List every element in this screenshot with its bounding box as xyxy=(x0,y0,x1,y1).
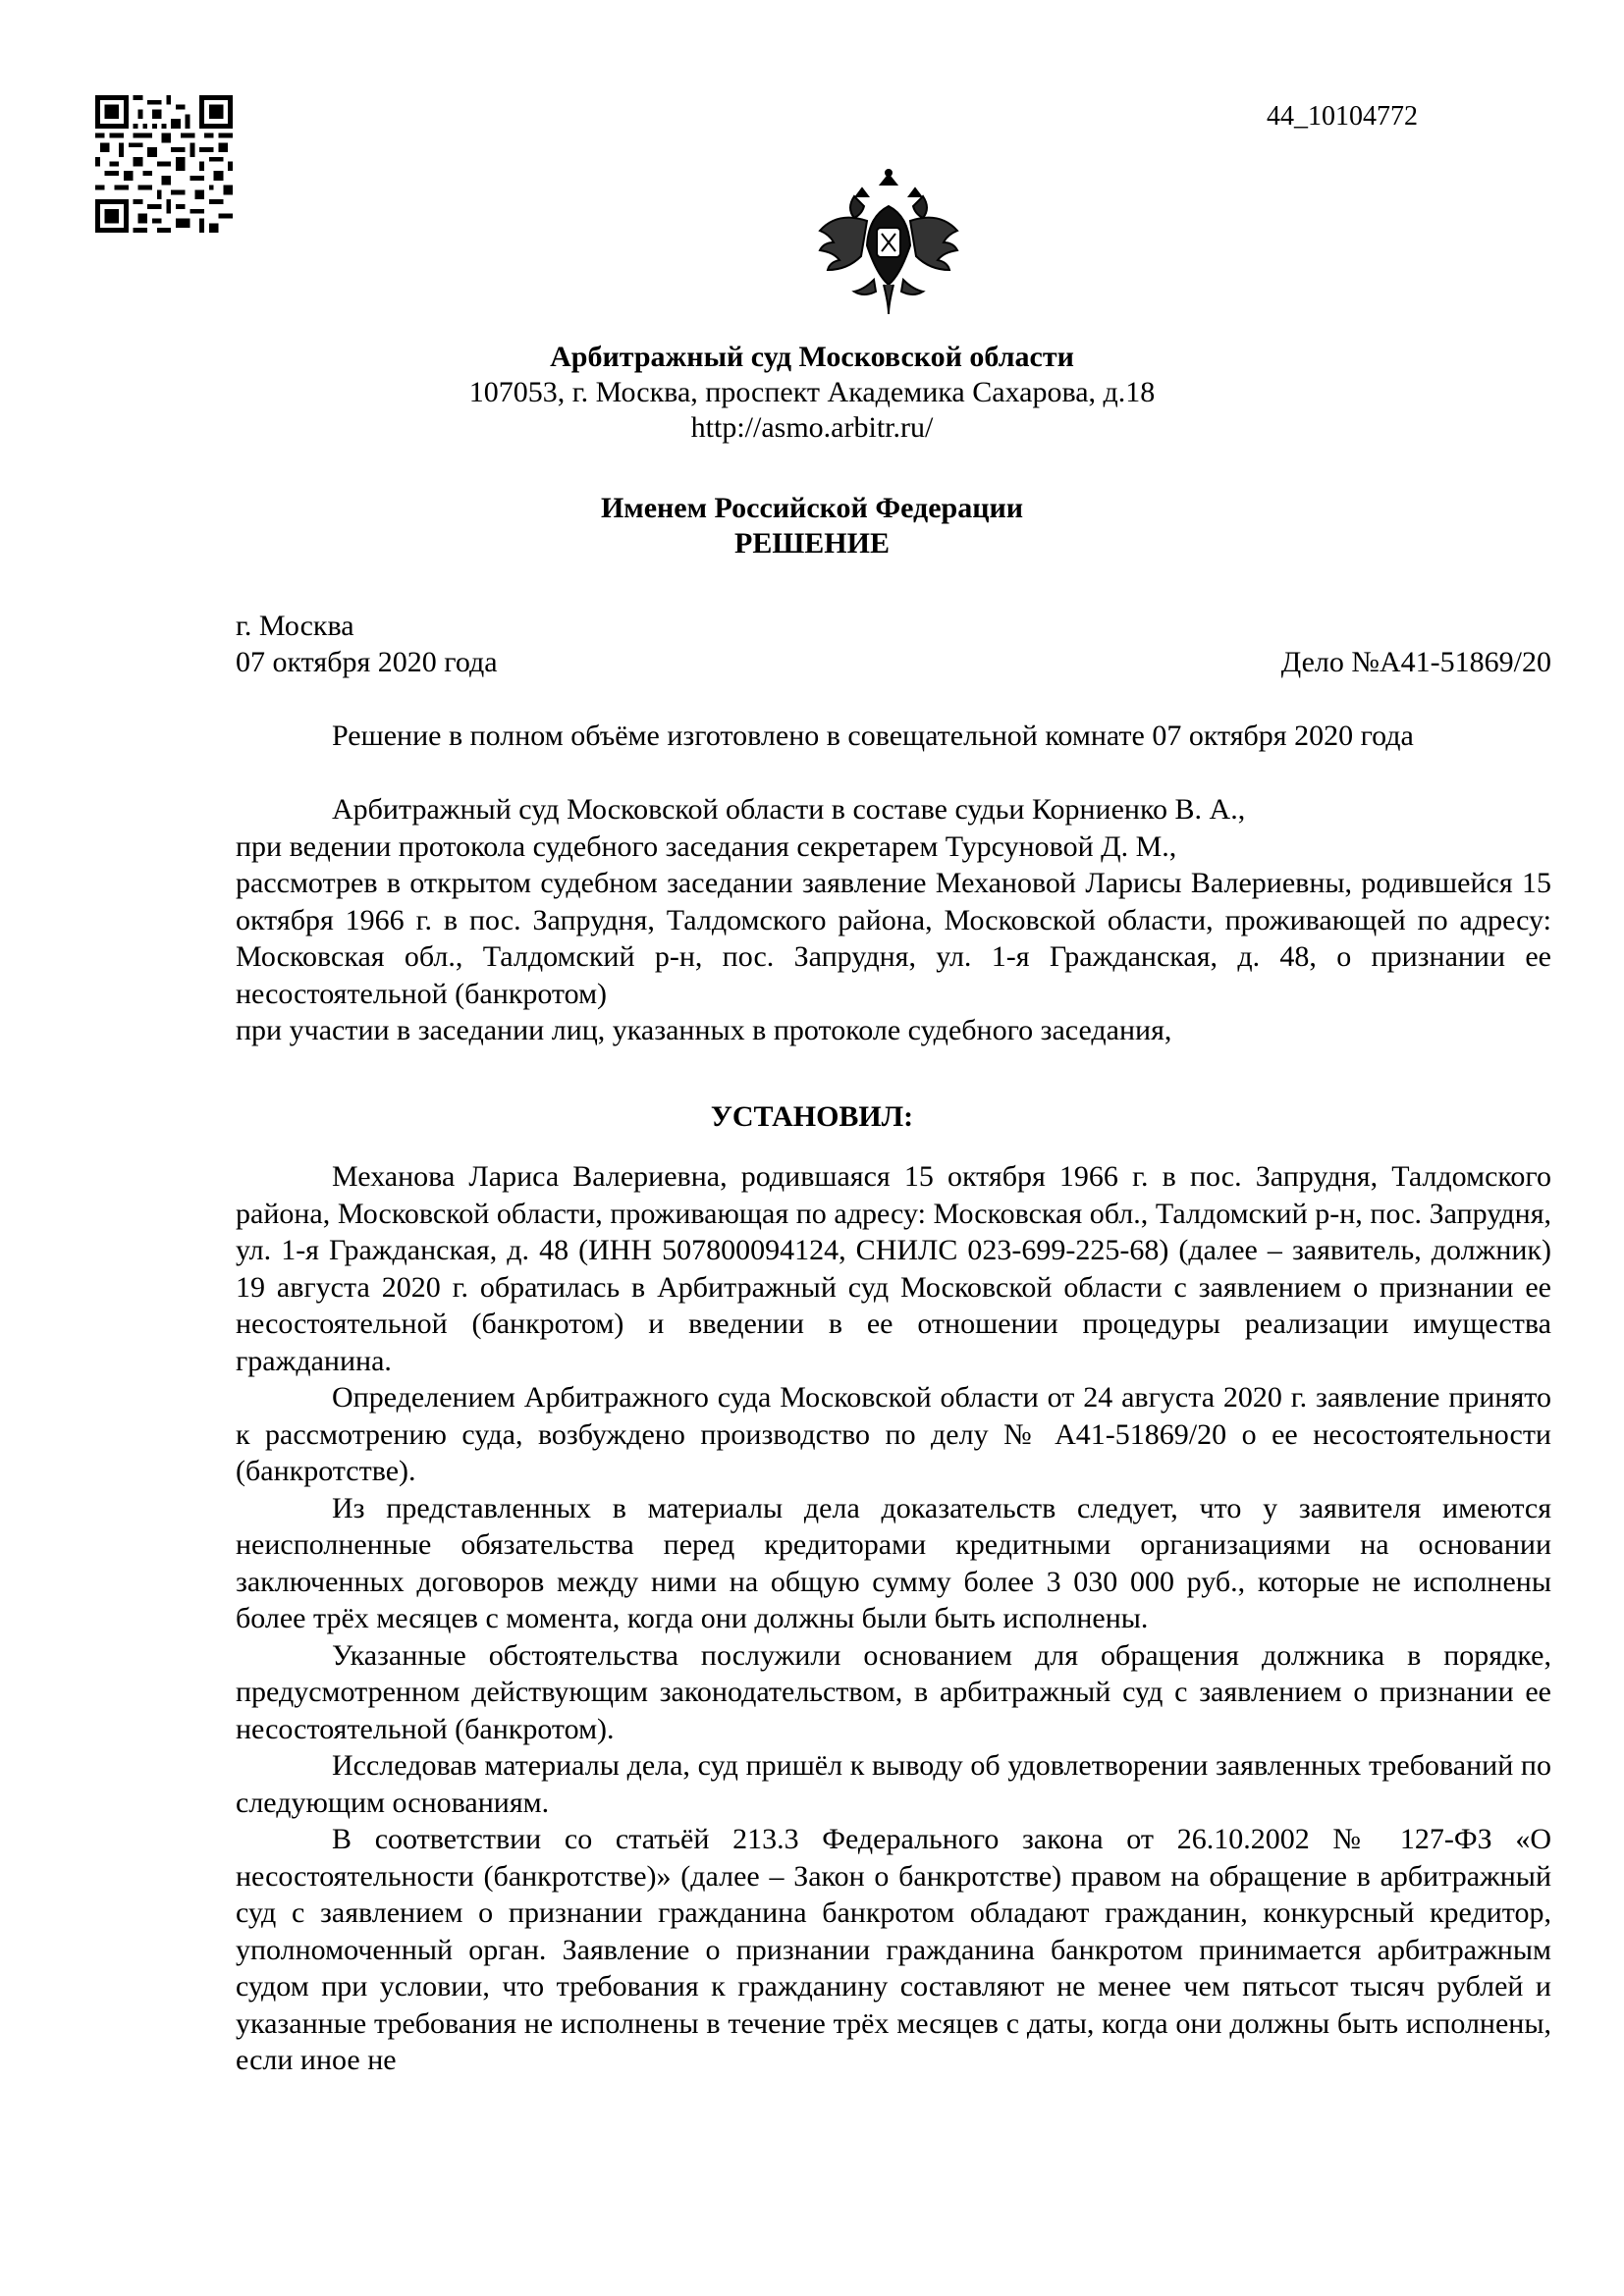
qr-code xyxy=(95,95,233,233)
body-paragraph: Указанные обстоятельства послужили основанием для обращения должника в порядке, предусмотренном действующим законодательством, в арбитражный суд с заявлением о признании ее несостоятельной (банкротом). xyxy=(236,1638,1551,1745)
intro-line: рассмотрев в открытом судебном заседании заявление Механовой Ларисы Валериевны, родившейся 15 октября 1966 г. в пос. Запрудня, Талдомского района, Московской области, проживающей по адресу: Московская обл., Талдомский р-н, пос. Запрудня, ул. 1-я Гражданская, д. 48, о признании ее несостоятельной (банкротом) xyxy=(236,867,1551,1010)
court-name: Арбитражный суд Московской области xyxy=(550,341,1074,373)
case-number: Дело №А41-51869/20 xyxy=(1280,646,1551,678)
in-name-of-heading: Именем Российской Федерации xyxy=(600,492,1024,524)
body-paragraph: Механова Лариса Валериевна, родившаяся 15 октября 1966 г. в пос. Запрудня, Талдомского района, Московской области, проживающая по адресу: Московская обл., Талдомский р-н, пос. Запрудня, ул. 1-я Гражданская, д. 48 (ИНН 507800094124, СНИЛС 023-699-225-68) (далее – заявитель, должник) 19 августа 2020 г. обратилась в Арбитражный суд Московской области с заявлением о признании ее несостоятельной (банкротом) и введении в ее отношении процедуры реализации имущества гражданина. xyxy=(236,1160,1551,1377)
full-text-note: Решение в полном объёме изготовлено в совещательной комнате 07 октября 2020 года xyxy=(332,720,1414,752)
body-paragraph: Исследовав материалы дела, суд пришёл к выводу об удовлетворении заявленных требований по следующим основаниям. xyxy=(236,1749,1551,1819)
document-number: 44_10104772 xyxy=(1267,101,1418,132)
intro-line: при участии в заседании лиц, указанных в протоколе судебного заседания, xyxy=(236,1014,1172,1046)
established-heading: УСТАНОВИЛ: xyxy=(710,1100,914,1133)
coat-of-arms-emblem xyxy=(815,167,962,319)
city: г. Москва xyxy=(236,610,354,642)
intro-line: при ведении протокола судебного заседания секретарем Турсуновой Д. М., xyxy=(236,829,1177,863)
intro-line: Арбитражный суд Московской области в составе судьи Корниенко В. А., xyxy=(332,793,1246,826)
body-paragraph: Из представленных в материалы дела доказательств следует, что у заявителя имеются неисполненные обязательства перед кредиторами кредитными организациями на основании заключенных договоров между ними на общую сумму более 3 030 000 руб., которые не исполнены более трёх месяцев с момента, когда они должны были быть исполнены. xyxy=(236,1491,1551,1634)
decision-heading: РЕШЕНИЕ xyxy=(734,527,890,560)
court-website-link[interactable]: http://asmo.arbitr.ru/ xyxy=(690,411,934,444)
body-paragraph: В соответствии со статьёй 213.3 Федерального закона от 26.10.2002 № 127-ФЗ «О несостоятельности (банкротстве)» (далее – Закон о банкротстве) правом на обращение в арбитражный суд с заявлением о признании гражданина банкротом обладают гражданин, конкурсный кредитор, уполномоченный орган. Заявление о признании гражданина банкротом принимается арбитражным судом при условии, что требования к гражданину составляют не менее чем пятьсот тысяч рублей и указанные требования не исполнены в течение трёх месяцев с даты, когда они должны быть исполнены, если иное не xyxy=(236,1823,1551,2076)
decision-date: 07 октября 2020 года xyxy=(236,646,498,678)
body-paragraph: Определением Арбитражного суда Московской области от 24 августа 2020 г. заявление принято к рассмотрению суда, возбуждено производство по делу № А41-51869/20 о ее несостоятельности (банкротстве). xyxy=(236,1381,1551,1487)
court-address: 107053, г. Москва, проспект Академика Сахарова, д.18 xyxy=(468,376,1156,408)
